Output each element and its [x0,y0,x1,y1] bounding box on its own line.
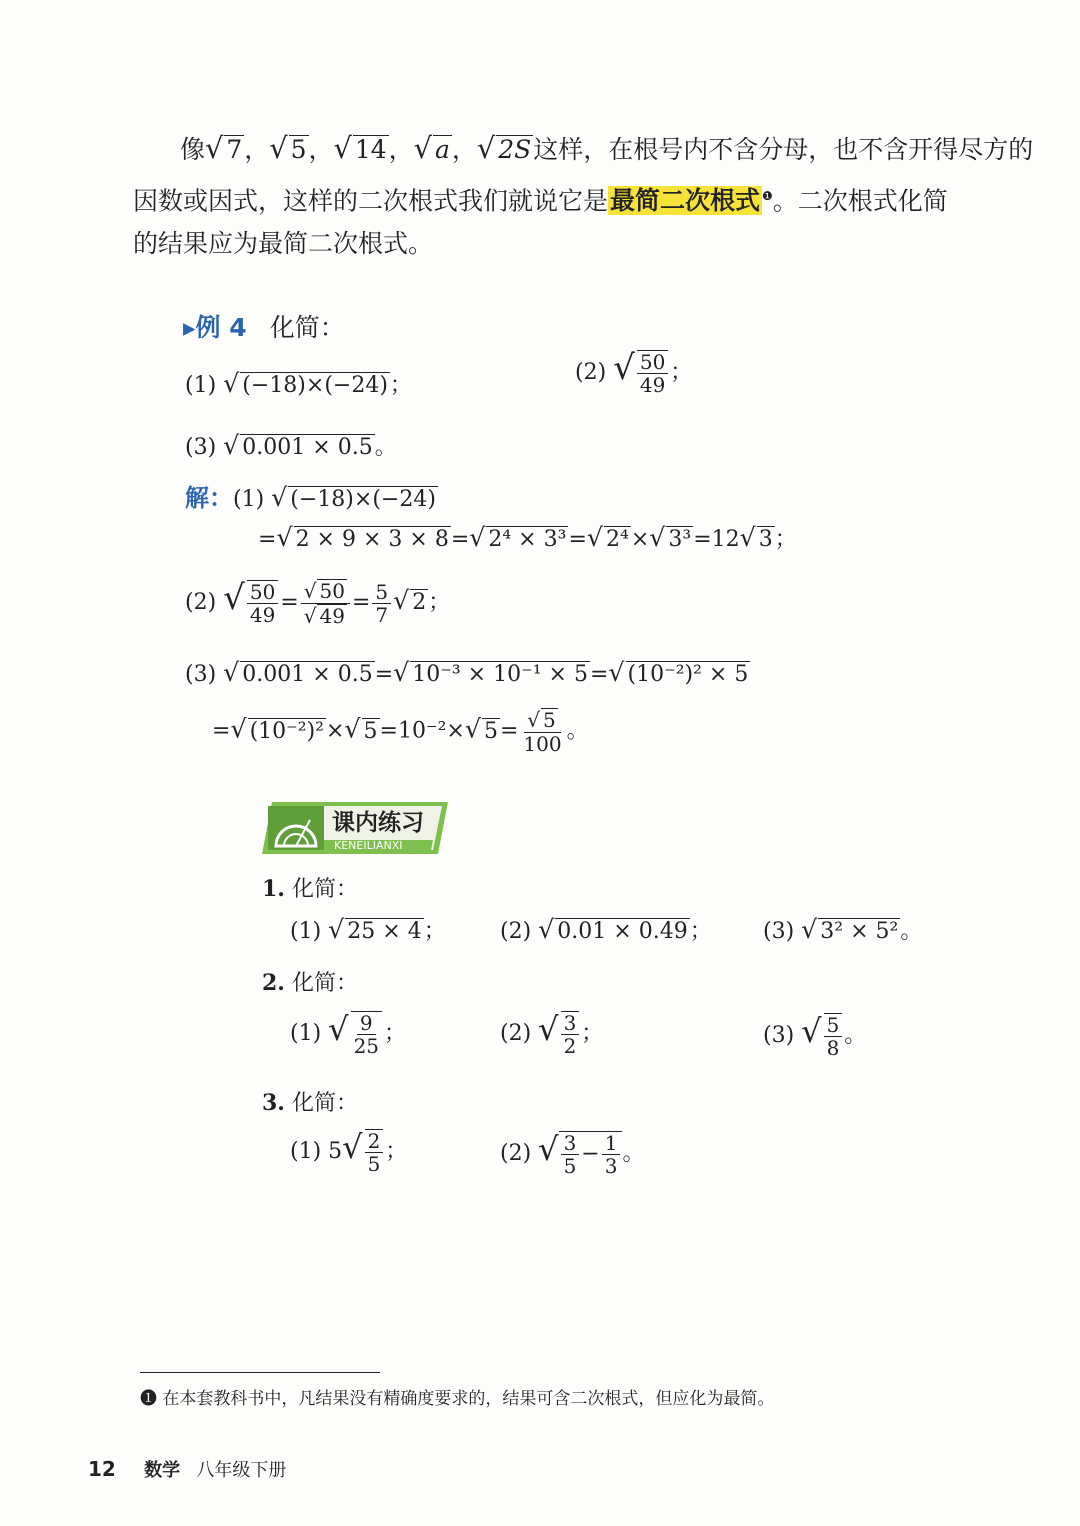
q1-item-3: (3) √ 3² × 5²。 [763,915,923,944]
example-part-3: (3) √ 0.001 × 0.5。 [185,431,397,460]
q2-item-2: (2) √ $\frac{3}{2}$ ； [500,1010,604,1058]
practice-title: 课内练习 [332,810,424,836]
intro-line-2: 因数或因式，这样的二次根式我们就说它是最简二次根式 $^❶$。二次根式化简 [133,186,948,216]
footnote: ❶ 在本套教科书中，凡结果没有精确度要求的，结果可含二次根式，但应化为最简。 [140,1389,775,1409]
solution-part-1: 解：(1) √ (−18)×(−24) [185,483,436,512]
protractor-icon [270,806,322,850]
intro-line-3: 的结果应为最简二次根式。 [133,229,434,258]
solution-part-2: (2) √ $\frac{50}{49}$ = $\frac{√ 50}{√ 49}$ = $\frac{5}{7}$ √ 2； [185,578,451,628]
solution-part-1-steps: =√ 2 × 9 × 3 × 8=√ 2⁴ × 3³=√ 2⁴×√ 3³=12√ 3； [258,523,797,552]
q3-item-1: (1) 5√ $\frac{2}{5}$ ； [290,1128,408,1176]
subject: 数学 [144,1460,181,1481]
solution-part-3-steps: =√ (10⁻²)²×√ 5=10⁻²×√ 5= $\frac{√ 5}{100}$ 。 [212,708,589,756]
practice-badge [262,800,448,856]
q2-item-3: (3) √ $\frac{5}{8}$ 。 [763,1012,867,1060]
solution-label: 解： [185,484,233,512]
grade: 八年级下册 [196,1460,287,1481]
footnote-rule [140,1372,380,1373]
practice-q1: 1. 化简： [262,876,358,902]
example-title: 化简： [269,313,345,342]
q1-item-1: (1) √ 25 × 4； [290,915,446,944]
page-footer [88,1456,286,1482]
q2-item-1: (1) √ $\frac{9}{25}$ ； [290,1010,407,1058]
page-number: 12 [88,1457,116,1481]
intro-line-1: 像√ 7，√ 5，√ 14，√ a，√ 2S这样，在根号内不含分母，也不含开得尽方的 [180,131,1034,165]
example-part-2: (2) √ $\frac{50}{49}$ ； [575,348,693,397]
practice-subtitle: KENEILIANXI [334,839,403,852]
q3-item-2: (2) √ $\frac{3}{5}$ − $\frac{1}{3}$ 。 [500,1130,645,1178]
footnote-ref: ❶ [762,189,773,203]
solution-part-3: (3) √ 0.001 × 0.5=√ 10⁻³ × 10⁻¹ × 5=√ (10⁻²)² × 5 [185,658,749,687]
q1-item-2: (2) √ 0.01 × 0.49； [500,915,712,944]
footnote-mark: ❶ [140,1389,157,1409]
practice-q2: 2. 化简： [262,970,358,996]
example-heading [183,308,345,344]
example-label: ▸例 4 [183,313,247,342]
practice-q3: 3. 化简： [262,1090,358,1116]
example-part-1: (1) √ (−18)×(−24)； [185,369,412,398]
key-term: 最简二次根式 [610,186,761,216]
